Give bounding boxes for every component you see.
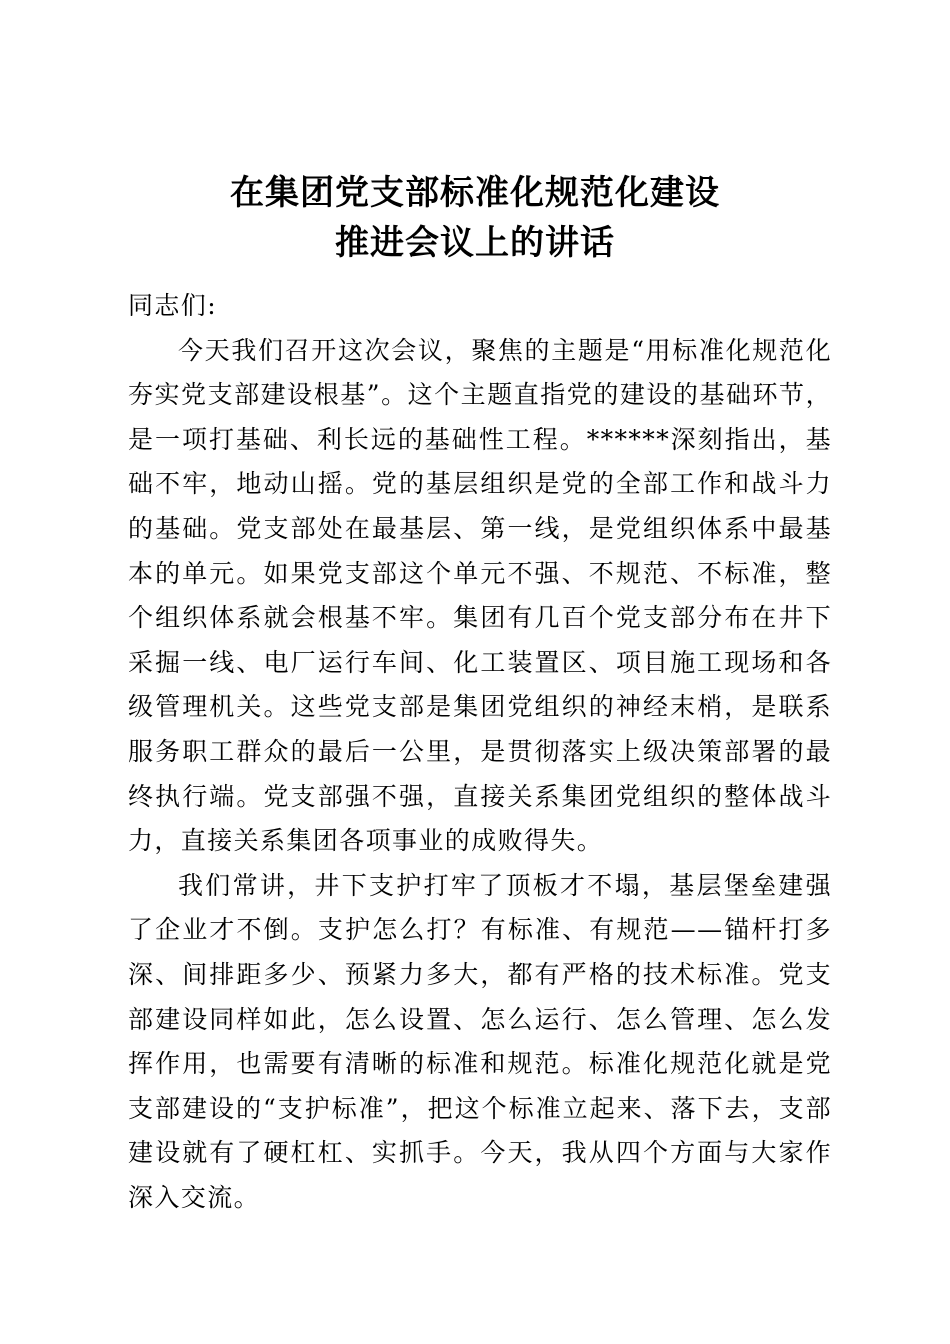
paragraph-2: 我们常讲，井下支护打牢了顶板才不塌，基层堡垒建强了企业才不倒。支护怎么打？有标准、有规范——锚杆打多深、间排距多少、预紧力多大，都有严格的技术标准。党支部建设同样如此，怎么设置、怎么运行、怎么管理、怎么发挥作用，也需要有清晰的标准和规范。标准化规范化就是党支部建设的“支护标准”，把这个标准立起来、落下去，支部建设就有了硬杠杠、实抓手。今天，我从四个方面与大家作深入交流。 xyxy=(128,870,832,1212)
paragraph-1: 今天我们召开这次会议，聚焦的主题是“用标准化规范化夯实党支部建设根基”。这个主题直指党的建设的基础环节，是一项打基础、利长远的基础性工程。******深刻指出，基础不牢，地动山摇。党的基层组织是党的全部工作和战斗力的基础。党支部处在最基层、第一线，是党组织体系中最基本的单元。如果党支部这个单元不强、不规范、不标准，整个组织体系就会根基不牢。集团有几百个党支部分布在井下采掘一线、电厂运行车间、化工装置区、项目施工现场和各级管理机关。这些党支部是集团党组织的神经末梢，是联系服务职工群众的最后一公里，是贯彻落实上级决策部署的最终执行端。党支部强不强，直接关系集团党组织的整体战斗力，直接关系集团各项事业的成败得失。 xyxy=(128,335,832,856)
title-line-1: 在集团党支部标准化规范化建设 xyxy=(230,173,720,213)
salutation: 同志们: xyxy=(128,291,218,320)
title-line-2: 推进会议上的讲话 xyxy=(335,223,615,263)
document-title xyxy=(0,168,950,268)
document-body xyxy=(128,284,832,1220)
